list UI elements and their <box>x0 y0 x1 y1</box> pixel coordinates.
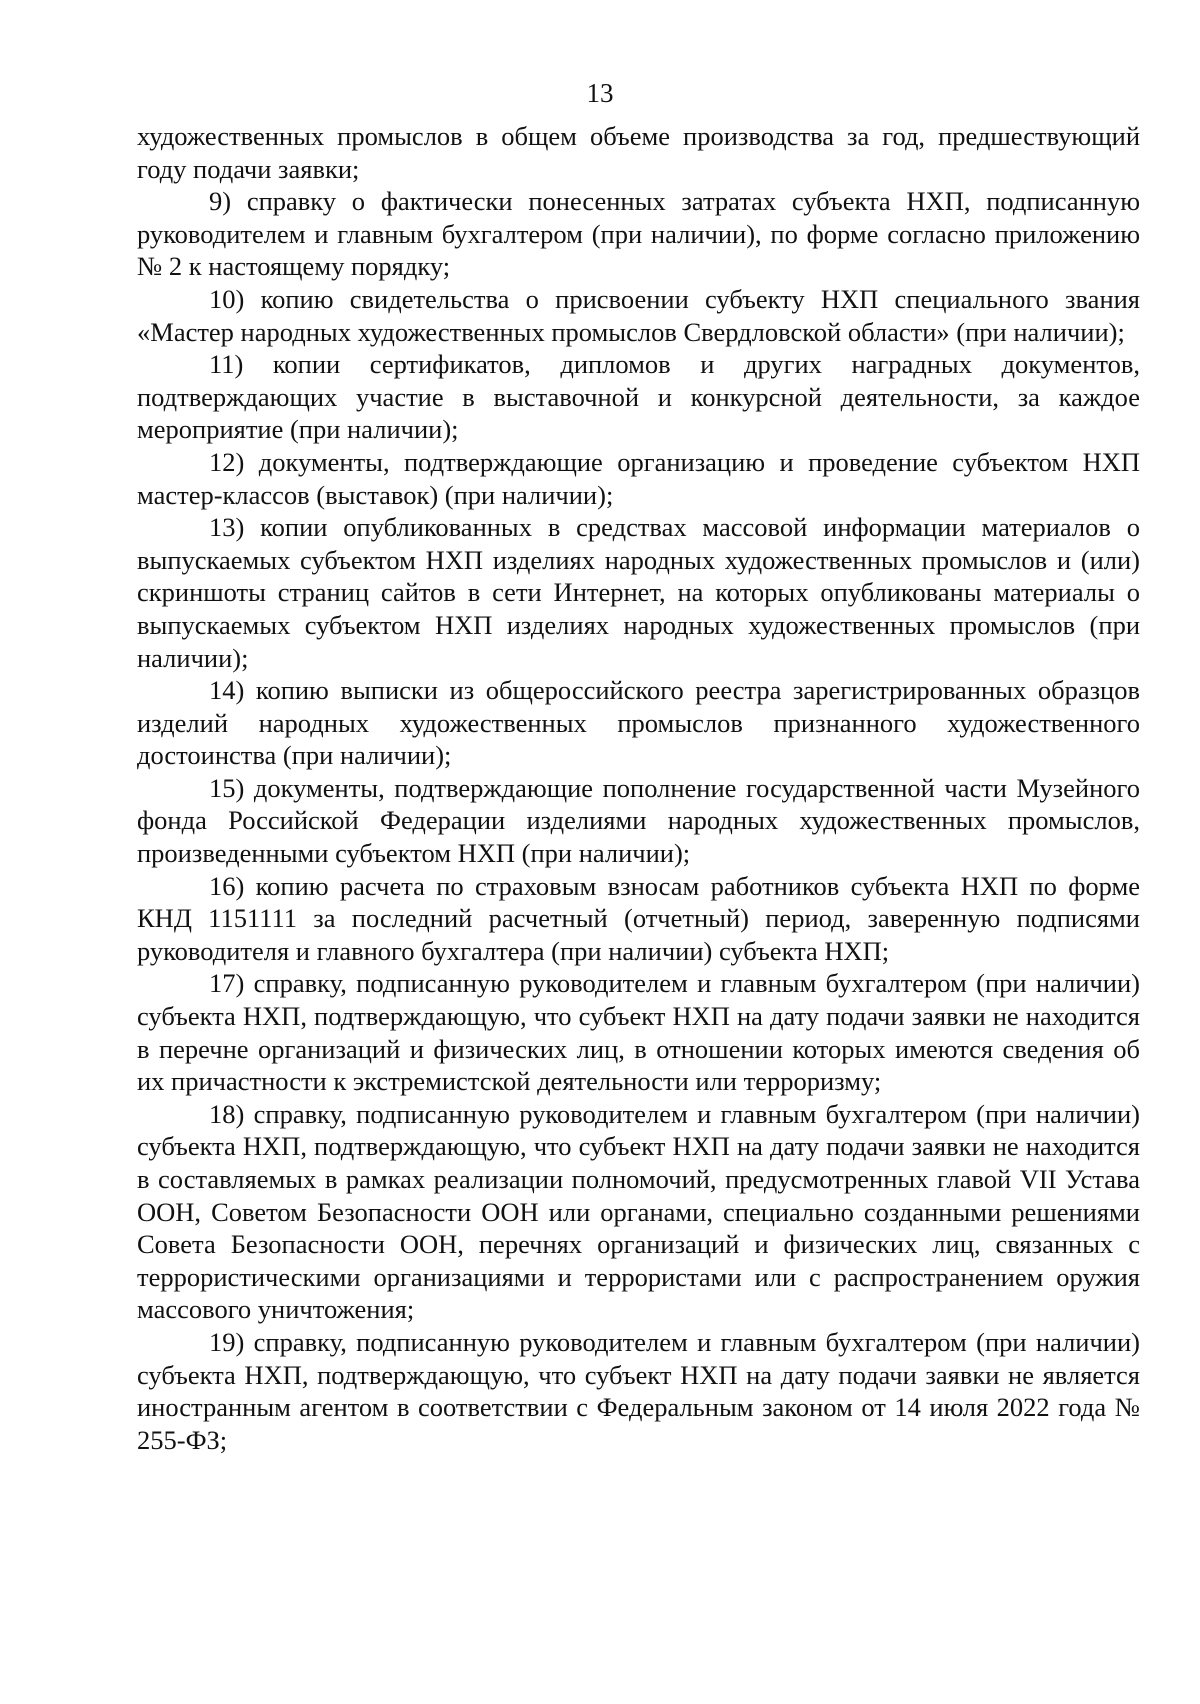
list-item-12: 12) документы, подтверждающие организацию и проведение субъектом НХП мастер-классов (выставок) (при наличии); <box>137 446 1140 510</box>
list-item-19: 19) справку, подписанную руководителем и главным бухгалтером (при наличии) субъекта НХП, подтверждающую, что субъект НХП на дату подачи заявки не является иностранным агентом в соответствии с Федеральным законом от 14 июля 2022 года № 255-ФЗ; <box>137 1326 1140 1455</box>
document-body <box>137 120 1140 1456</box>
list-item-10: 10) копию свидетельства о присвоении субъекту НХП специального звания «Мастер народных художественных промыслов Свердловской области» (при наличии); <box>137 283 1140 347</box>
list-item-17: 17) справку, подписанную руководителем и главным бухгалтером (при наличии) субъекта НХП, подтверждающую, что субъект НХП на дату подачи заявки не находится в перечне организаций и физических лиц, в отношении которых имеются сведения об их причастности к экстремистской деятельности или терроризму; <box>137 968 1140 1097</box>
list-item-16: 16) копию расчета по страховым взносам работников субъекта НХП по форме КНД 1151111 за последний расчетный (отчетный) период, заверенную подписями руководителя и главного бухгалтера (при наличии) субъекта НХП; <box>137 870 1140 966</box>
list-item-9: 9) справку о фактически понесенных затратах субъекта НХП, подписанную руководителем и главным бухгалтером (при наличии), по форме согласно приложению № 2 к настоящему порядку; <box>137 186 1140 282</box>
list-item-13: 13) копии опубликованных в средствах массовой информации материалов о выпускаемых субъектом НХП изделиях народных художественных промыслов и (или) скриншоты страниц сайтов в сети Интернет, на которых опубликованы материалы о выпускаемых субъектом НХП изделиях народных художественных промыслов (при наличии); <box>137 512 1140 673</box>
list-item-11: 11) копии сертификатов, дипломов и других наградных документов, подтверждающих участие в выставочной и конкурсной деятельности, за каждое мероприятие (при наличии); <box>137 349 1140 445</box>
list-item-18: 18) справку, подписанную руководителем и главным бухгалтером (при наличии) субъекта НХП, подтверждающую, что субъект НХП на дату подачи заявки не находится в составляемых в рамках реализации полномочий, предусмотренных главой VII Устава ООН, Советом Безопасности ООН или органами, специально созданными решениями Совета Безопасности ООН, перечнях организаций и физических лиц, связанных с террористическими организациями и террористами или с распространением оружия массового уничтожения; <box>137 1098 1140 1325</box>
list-item-14: 14) копию выписки из общероссийского реестра зарегистрированных образцов изделий народных художественных промыслов признанного художественного достоинства (при наличии); <box>137 675 1140 771</box>
page-number: 13 <box>586 78 614 108</box>
list-item-15: 15) документы, подтверждающие пополнение государственной части Музейного фонда Российской Федерации изделиями народных художественных промыслов, произведенными субъектом НХП (при наличии); <box>137 772 1140 869</box>
paragraph-continuation: художественных промыслов в общем объеме производства за год, предшествующий году подачи заявки; <box>137 121 1140 184</box>
